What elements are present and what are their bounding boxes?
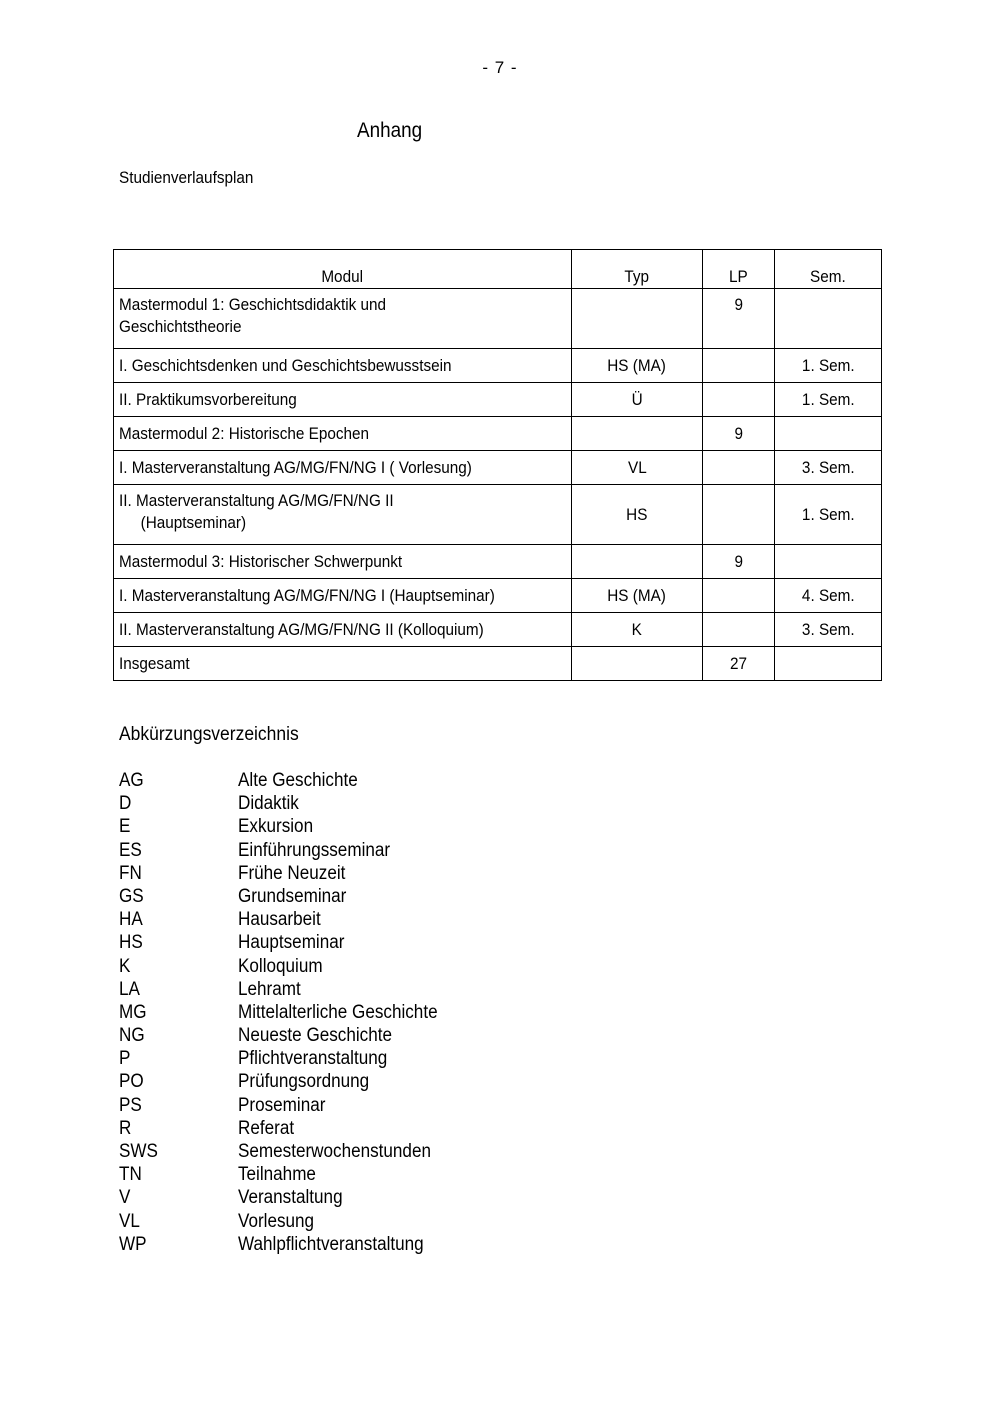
cell-modul: II. Praktikumsvorbereitung: [114, 383, 572, 417]
abbr-key: MG: [119, 1001, 147, 1023]
abbr-key: PS: [119, 1094, 142, 1116]
cell-typ: K: [572, 613, 703, 647]
table-row: [114, 417, 882, 451]
cell-typ: VL: [572, 451, 703, 485]
cell-lp: [703, 451, 775, 485]
abbr-meaning: Didaktik: [238, 793, 299, 815]
abbr-meaning: Veranstaltung: [238, 1187, 343, 1209]
cell-typ: [572, 289, 703, 349]
cell-modul: Mastermodul 1: Geschichtsdidaktik und Geschichtstheorie: [114, 289, 572, 349]
abbr-meaning: Hausarbeit: [238, 909, 321, 931]
header-sem: Sem.: [775, 250, 882, 289]
cell-typ: [572, 647, 703, 681]
abbr-meaning: Kolloquium: [238, 955, 323, 977]
abbr-key: ES: [119, 839, 142, 861]
cell-lp: 9: [703, 289, 775, 349]
header-typ: Typ: [572, 250, 703, 289]
table-total-row: [114, 647, 882, 681]
abbr-key: GS: [119, 885, 144, 907]
cell-sem: [775, 545, 882, 579]
cell-modul: I. Masterveranstaltung AG/MG/FN/NG I (Hauptseminar): [114, 579, 572, 613]
cell-typ: HS: [572, 485, 703, 545]
abbr-meaning: Referat: [238, 1117, 295, 1139]
abbr-key: TN: [119, 1164, 142, 1186]
cell-sem: 3. Sem.: [775, 451, 882, 485]
cell-lp: [703, 613, 775, 647]
cell-sem: [775, 417, 882, 451]
abbr-meaning: Exkursion: [238, 816, 314, 838]
page-title: Anhang: [357, 119, 423, 142]
table-header-row: [114, 250, 882, 289]
cell-modul: II. Masterveranstaltung AG/MG/FN/NG II (Hauptseminar): [114, 485, 572, 545]
table-row: [114, 289, 882, 349]
abbr-meaning: Hauptseminar: [238, 932, 345, 954]
page-number: - 7 -: [482, 58, 518, 77]
abbr-meaning: Neueste Geschichte: [238, 1025, 392, 1047]
cell-sem: 4. Sem.: [775, 579, 882, 613]
cell-typ: [572, 417, 703, 451]
cell-lp: [703, 349, 775, 383]
abbr-meaning: Proseminar: [238, 1094, 326, 1116]
cell-modul: II. Masterveranstaltung AG/MG/FN/NG II (Kolloquium): [114, 613, 572, 647]
cell-sem: 3. Sem.: [775, 613, 882, 647]
cell-typ: Ü: [572, 383, 703, 417]
abbr-meaning: Semesterwochenstunden: [238, 1141, 431, 1162]
abbr-meaning: Lehramt: [238, 978, 301, 1000]
table-row: [114, 349, 882, 383]
abbr-key: VL: [119, 1210, 140, 1232]
abbr-key: FN: [119, 862, 142, 884]
cell-lp: 9: [703, 545, 775, 579]
cell-typ: [572, 545, 703, 579]
abbr-key: V: [119, 1187, 131, 1209]
abbr-meaning: Prüfungsordnung: [238, 1071, 370, 1093]
table-row: [114, 579, 882, 613]
abbr-key: HS: [119, 932, 143, 954]
cell-sem: 1. Sem.: [775, 485, 882, 545]
abbr-key: WP: [119, 1233, 147, 1255]
cell-modul: Mastermodul 3: Historischer Schwerpunkt: [114, 545, 572, 579]
abbr-key: D: [119, 793, 132, 815]
abbr-key: HA: [119, 909, 143, 931]
cell-sem: 1. Sem.: [775, 349, 882, 383]
cell-sem: [775, 647, 882, 681]
cell-modul: Mastermodul 2: Historische Epochen: [114, 417, 572, 451]
cell-modul: Insgesamt: [114, 647, 572, 681]
abbr-key: P: [119, 1048, 131, 1070]
abbr-meaning: Grundseminar: [238, 885, 347, 907]
cell-modul: I. Geschichtsdenken und Geschichtsbewusstsein: [114, 349, 572, 383]
cell-lp: 9: [703, 417, 775, 451]
abbr-meaning: Pflichtveranstaltung: [238, 1048, 388, 1070]
abbr-meaning: Wahlpflichtveranstaltung: [238, 1233, 424, 1255]
cell-lp: [703, 383, 775, 417]
header-modul: Modul: [114, 250, 572, 289]
table-row: [114, 545, 882, 579]
abbr-meaning: Frühe Neuzeit: [238, 862, 346, 884]
abbr-meaning: Mittelalterliche Geschichte: [238, 1001, 438, 1023]
cell-sem: [775, 289, 882, 349]
cell-lp: 27: [703, 647, 775, 681]
abbr-key: K: [119, 955, 131, 977]
table-row: [114, 485, 882, 545]
cell-lp: [703, 485, 775, 545]
abbr-meaning: Teilnahme: [238, 1164, 316, 1186]
abbr-meaning: Einführungsseminar: [238, 839, 391, 861]
abbreviations-heading: Abkürzungsverzeichnis: [119, 724, 299, 745]
abbr-meaning: Alte Geschichte: [238, 770, 358, 791]
abbr-meaning: Vorlesung: [238, 1210, 315, 1232]
abbr-key: LA: [119, 978, 140, 1000]
section-subtitle: Studienverlaufsplan: [119, 168, 254, 187]
abbr-key: AG: [119, 770, 144, 791]
cell-typ: HS (MA): [572, 349, 703, 383]
abbr-key: R: [119, 1117, 132, 1139]
cell-typ: HS (MA): [572, 579, 703, 613]
abbr-key: PO: [119, 1071, 144, 1093]
header-lp: LP: [703, 250, 775, 289]
cell-modul: I. Masterveranstaltung AG/MG/FN/NG I ( Vorlesung): [114, 451, 572, 485]
abbr-key: NG: [119, 1025, 145, 1047]
table-row: [114, 383, 882, 417]
table-row: [114, 613, 882, 647]
abbr-key: E: [119, 816, 131, 838]
cell-sem: 1. Sem.: [775, 383, 882, 417]
table-row: [114, 451, 882, 485]
study-plan-table: [113, 249, 882, 681]
cell-lp: [703, 579, 775, 613]
abbr-key: SWS: [119, 1141, 158, 1162]
